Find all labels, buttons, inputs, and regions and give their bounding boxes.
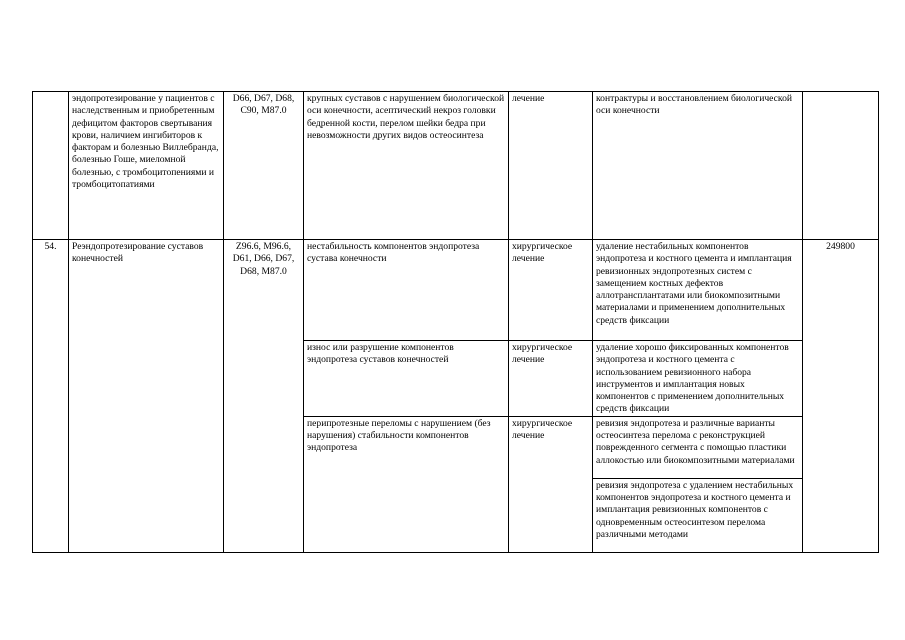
icd-codes-cell: Z96.6, M96.6, D61, D66, D67, D68, M87.0 (224, 240, 304, 553)
table-row (33, 92, 879, 240)
treatment-type-cell: лечение (509, 92, 593, 240)
patient-model-cell: крупных суставов с нарушением биологической оси конечности, асептический некроз головки бедренной кости, перелом шейки бедра при невозможности других видов остеосинтеза (304, 92, 509, 240)
care-name-cell: Реэндопротезирование суставов конечностей (69, 240, 224, 553)
treatment-method-cell: ревизия эндопротеза с удалением нестабильных компонентов эндопротеза и костного цемента и имплантация ревизионных компонентов с одновременным остеосинтезом перелома различными методами (593, 478, 803, 552)
price-cell: 249800 (803, 240, 879, 553)
price-cell (803, 92, 879, 240)
treatment-method-cell: удаление нестабильных компонентов эндопротеза и костного цемента и имплантация ревизионных эндопротезных систем с замещением костных дефектов аллотрансплантатами или биокомпозитными материалами и применением дополнительных средств фиксации (593, 240, 803, 341)
row-number-cell: 54. (33, 240, 69, 553)
table-row (33, 240, 879, 341)
patient-model-cell: износ или разрушение компонентов эндопротеза суставов конечностей (304, 341, 509, 417)
care-name-cell: эндопротезирование у пациентов с наследственным и приобретенным дефицитом факторов свертывания крови, наличием ингибиторов к факторам и болезнью Виллебранда, болезнью Гоше, миеломной болезнью, с тромбоцитопениями и тромбоцитопатиями (69, 92, 224, 240)
treatment-type-cell: хирургическое лечение (509, 341, 593, 417)
medical-care-table (32, 91, 879, 553)
treatment-method-cell: удаление хорошо фиксированных компонентов эндопротеза и костного цемента с использованием ревизионного набора инструментов и имплантация новых компонентов с применением дополнительных средств фиксации (593, 341, 803, 417)
treatment-type-cell: хирургическое лечение (509, 240, 593, 341)
icd-codes-cell: D66, D67, D68, C90, M87.0 (224, 92, 304, 240)
treatment-method-cell: контрактуры и восстановлением биологической оси конечности (593, 92, 803, 240)
patient-model-cell: нестабильность компонентов эндопротеза сустава конечности (304, 240, 509, 341)
patient-model-cell: перипротезные переломы с нарушением (без нарушения) стабильности компонентов эндопротеза (304, 416, 509, 552)
treatment-method-cell: ревизия эндопротеза и различные варианты остеосинтеза перелома с реконструкцией поврежденного сегмента с помощью пластики аллокостью или биокомпозитными материалами (593, 416, 803, 478)
row-number-cell (33, 92, 69, 240)
treatment-type-cell: хирургическое лечение (509, 416, 593, 552)
